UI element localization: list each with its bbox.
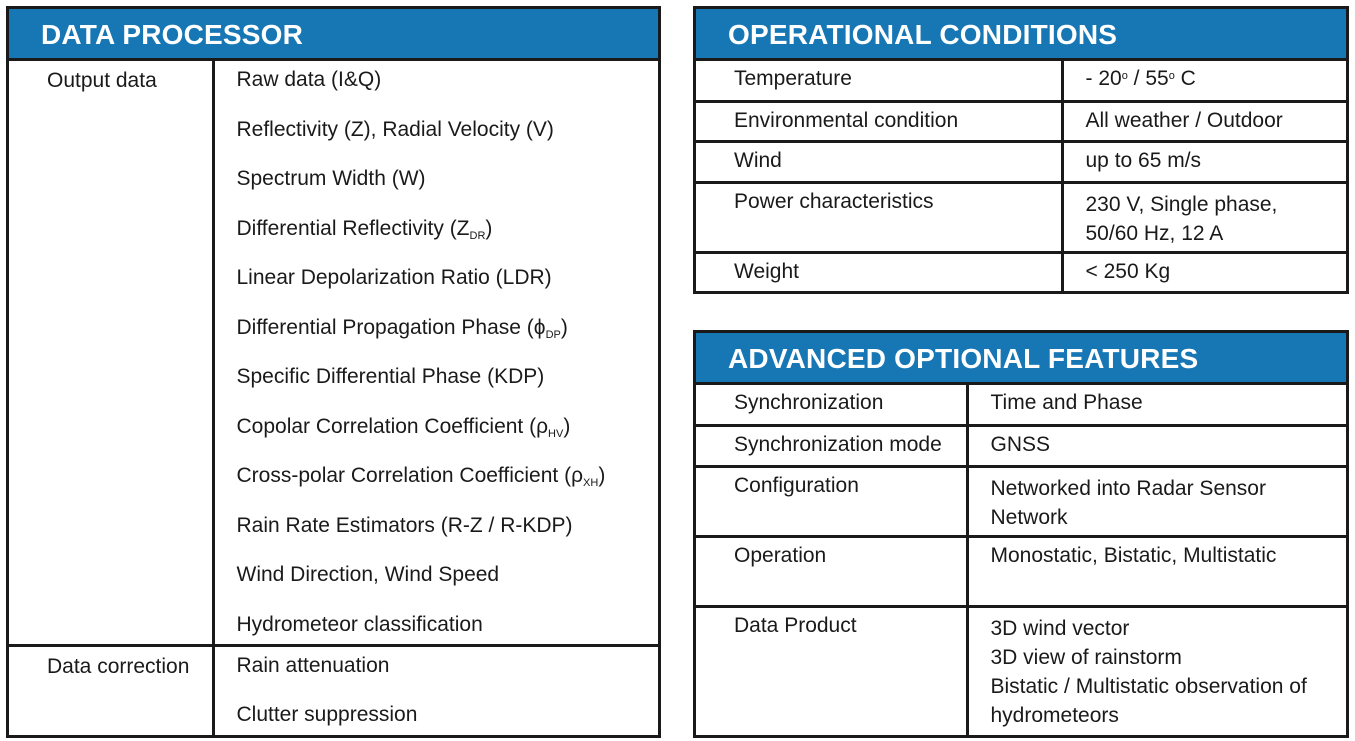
table-row	[696, 182, 1346, 252]
output-item: Cross-polar Correlation Coefficient $(\rho_{XH})$	[236, 464, 606, 489]
output-item: Spectrum Width (W)	[236, 167, 426, 190]
table-row	[696, 466, 1346, 536]
output-item: Hydrometeor classification	[236, 612, 483, 636]
table-row	[696, 606, 1346, 737]
output-item: Linear Depolarization Ratio (LDR)	[236, 266, 552, 289]
advanced-features-table	[696, 385, 1346, 737]
operational-conditions-title: OPERATIONAL CONDITIONS	[696, 9, 1346, 61]
temperature-label: Temperature	[696, 61, 1062, 101]
table-row	[696, 536, 1346, 606]
correction-item: Rain attenuation	[236, 653, 390, 677]
weight-label: Weight	[696, 252, 1062, 291]
operational-conditions-panel	[693, 6, 1349, 294]
advanced-features-panel	[693, 330, 1349, 738]
output-data-row	[9, 61, 658, 645]
data-correction-label: Data correction	[9, 645, 213, 738]
wind-value: up to 65 m/s	[1062, 141, 1346, 182]
correction-item: Clutter suppression	[236, 703, 418, 726]
environment-value: All weather / Outdoor	[1062, 101, 1346, 141]
output-item: Specific Differential Phase (KDP)	[236, 365, 545, 388]
data-product-label: Data Product	[696, 606, 967, 737]
data-processor-panel	[6, 6, 661, 738]
table-row	[696, 61, 1346, 101]
data-product-value: 3D wind vector 3D view of rainstorm Bistatic / Multistatic observation of hydrometeors	[990, 616, 1307, 727]
wind-label: Wind	[696, 141, 1062, 182]
output-item: Raw data (I&Q)	[236, 68, 382, 91]
sync-mode-label: Synchronization mode	[696, 425, 967, 466]
output-item: Reflectivity (Z), Radial Velocity (V)	[236, 117, 554, 141]
output-item: Copolar Correlation Coefficient $(\rho_{HV})$	[236, 414, 571, 440]
data-correction-row	[9, 645, 658, 738]
configuration-label: Configuration	[696, 466, 967, 536]
output-item: Differential Propagation Phase $(\phi_{DP})$	[236, 315, 568, 341]
output-data-list	[213, 61, 658, 645]
output-item: Rain Rate Estimators (R-Z / R-KDP)	[236, 513, 573, 537]
data-processor-table	[9, 61, 658, 738]
output-data-label: Output data	[9, 61, 213, 645]
table-row	[696, 101, 1346, 141]
temperature-value: - 20$^o$ / 55$^o$ C	[1062, 61, 1346, 101]
data-correction-list	[213, 645, 658, 738]
data-processor-title: DATA PROCESSOR	[9, 9, 658, 61]
weight-value: < 250 Kg	[1085, 259, 1171, 283]
output-item: Wind Direction, Wind Speed	[236, 563, 500, 586]
environment-label: Environmental condition	[696, 101, 1062, 141]
output-item: Differential Reflectivity $(Z_{DR})$	[236, 216, 493, 242]
operation-value: Monostatic, Bistatic, Multistatic	[967, 536, 1346, 606]
operational-conditions-table	[696, 61, 1346, 291]
table-row	[696, 141, 1346, 182]
operation-label: Operation	[696, 536, 967, 606]
power-label: Power characteristics	[696, 182, 1062, 252]
configuration-value: Networked into Radar Sensor Network	[967, 466, 1346, 536]
table-row	[696, 425, 1346, 466]
power-value: 230 V, Single phase, 50/60 Hz, 12 A	[1062, 182, 1346, 252]
table-row	[696, 252, 1346, 291]
synchronization-value: Time and Phase	[967, 385, 1346, 425]
synchronization-label: Synchronization	[696, 385, 967, 425]
advanced-features-title: ADVANCED OPTIONAL FEATURES	[696, 333, 1346, 385]
sync-mode-value: GNSS	[967, 425, 1346, 466]
table-row	[696, 385, 1346, 425]
